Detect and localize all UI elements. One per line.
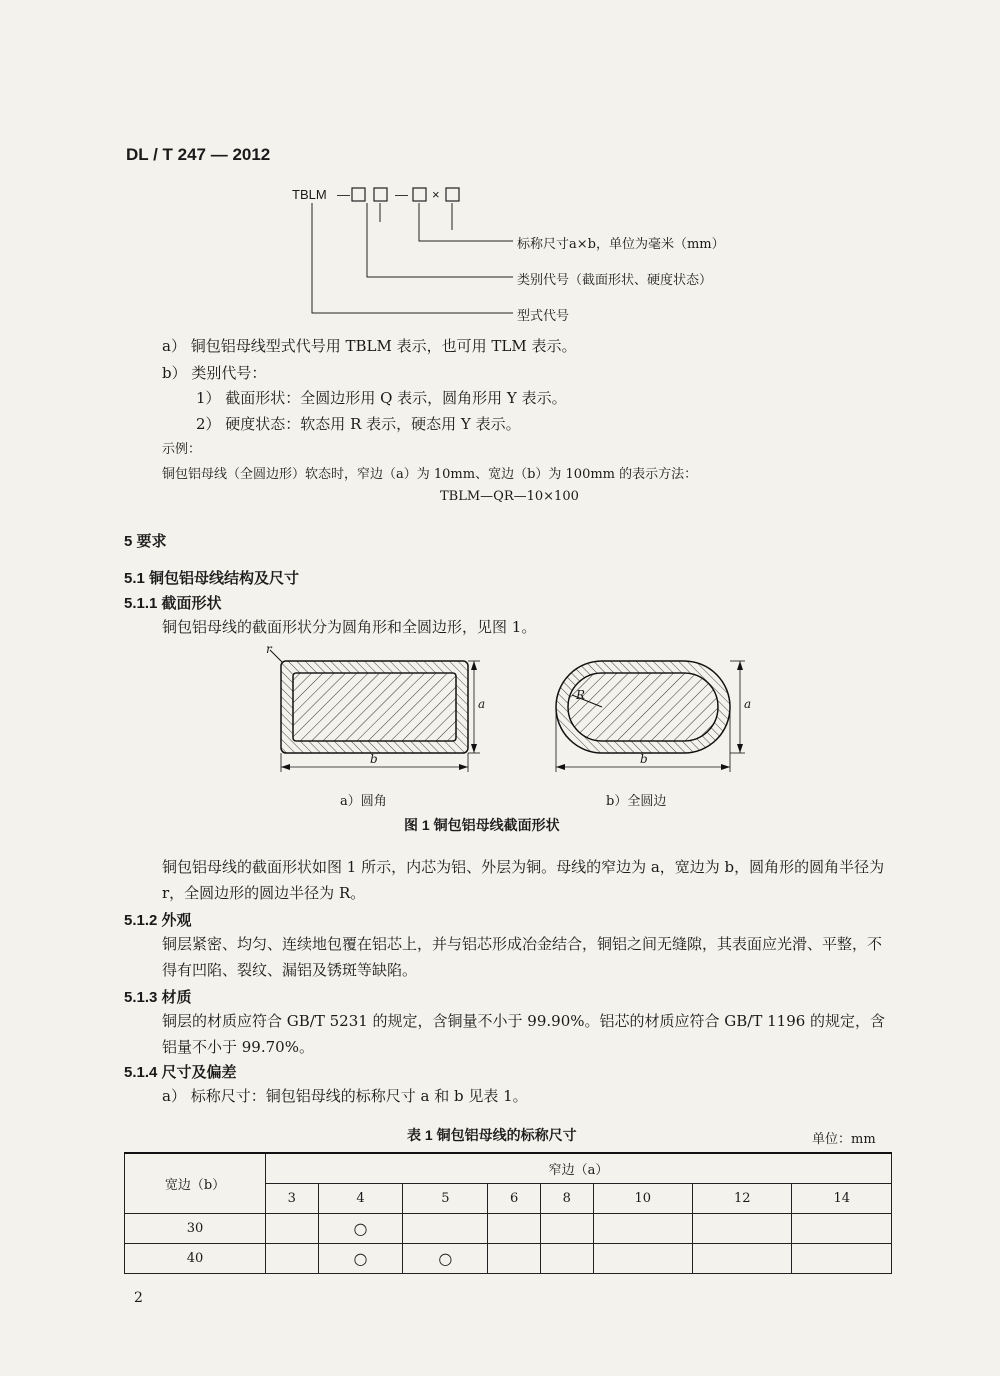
col-label: 6 — [488, 1184, 541, 1214]
section-5-1-1-text: 铜包铝母线的截面形状分为圆角形和全圆边形，见图 1。 — [162, 618, 537, 636]
col-label: 14 — [792, 1184, 892, 1214]
figure-1b-full-round-section — [556, 661, 745, 772]
table-cell — [488, 1244, 541, 1274]
table-1-title: 表 1 铜包铝母线的标称尺寸 — [407, 1127, 577, 1143]
placeholder-box — [374, 188, 387, 201]
table-cell — [792, 1244, 892, 1274]
placeholder-box — [446, 188, 459, 201]
label-b-left: b — [370, 752, 378, 766]
item-b2: 2） 硬度状态：软态用 R 表示，硬态用 Y 表示。 — [196, 415, 521, 433]
section-5-1-1-title: 5.1.1 截面形状 — [124, 595, 222, 612]
col-header: 窄边（a） — [266, 1153, 892, 1184]
label-a-right: a — [744, 697, 752, 711]
placeholder-box — [413, 188, 426, 201]
item-b1: 1） 截面形状：全圆边形用 Q 表示，圆角形用 Y 表示。 — [196, 389, 567, 407]
table-cell: ○ — [403, 1244, 488, 1274]
designation-code: TBLM — [292, 187, 327, 202]
label-a-left: a — [478, 697, 486, 711]
table-cell — [403, 1214, 488, 1244]
label-r: r — [266, 642, 272, 656]
col-label: 12 — [693, 1184, 792, 1214]
figure-1a-caption: a）圆角 — [340, 794, 387, 809]
table-cell — [593, 1214, 692, 1244]
example-title: 示例： — [162, 442, 202, 457]
example-text: 铜包铝母线（全圆边形）软态时，窄边（a）为 10mm、宽边（b）为 100mm 的表示方法： — [162, 467, 698, 482]
label-R: R — [576, 688, 586, 702]
label-b-right: b — [640, 752, 648, 766]
section-5-1-4-item-a: a） 标称尺寸：铜包铝母线的标称尺寸 a 和 b 见表 1。 — [162, 1087, 528, 1105]
designation-dash: — — [337, 187, 350, 202]
item-a: a） 铜包铝母线型式代号用 TBLM 表示，也可用 TLM 表示。 — [162, 337, 577, 355]
placeholder-box — [352, 188, 365, 201]
label-nominal-size: 标称尺寸a×b，单位为毫米（mm） — [517, 237, 725, 252]
table-cell — [693, 1214, 792, 1244]
section-5-1-3-title: 5.1.3 材质 — [124, 989, 192, 1006]
col-label: 8 — [540, 1184, 593, 1214]
figure-1-caption: 图 1 铜包铝母线截面形状 — [404, 817, 560, 833]
table-cell — [266, 1244, 319, 1274]
page-number: 2 — [134, 1290, 143, 1306]
col-label: 3 — [266, 1184, 319, 1214]
col-label: 5 — [403, 1184, 488, 1214]
table-row — [125, 1244, 892, 1274]
row-header: 宽边（b） — [125, 1153, 266, 1214]
table-cell: ○ — [318, 1214, 403, 1244]
section-5-1-4-title: 5.1.4 尺寸及偏差 — [124, 1064, 237, 1081]
table-cell — [540, 1244, 593, 1274]
example-code: TBLM—QR—10×100 — [440, 489, 579, 504]
label-type-code: 型式代号 — [517, 309, 570, 324]
section-5-title: 5 要求 — [124, 533, 167, 550]
designation-times: × — [432, 187, 440, 202]
row-label: 30 — [125, 1214, 266, 1244]
table-row — [125, 1214, 892, 1244]
row-label: 40 — [125, 1244, 266, 1274]
section-5-1-3-text: 铜层的材质应符合 GB/T 5231 的规定，含铜量不小于 99.90%。铝芯的材质应符合 GB/T 1196 的规定，含铝量不小于 99.70%。 — [162, 1012, 886, 1056]
section-5-1-2-title: 5.1.2 外观 — [124, 912, 192, 929]
table-cell: ○ — [318, 1244, 403, 1274]
figure-1b-caption: b）全圆边 — [606, 794, 667, 809]
designation-boxes — [352, 188, 459, 201]
label-class-code: 类别代号（截面形状、硬度状态） — [517, 273, 713, 288]
table-cell — [488, 1214, 541, 1244]
col-label: 4 — [318, 1184, 403, 1214]
table-1 — [124, 1152, 892, 1274]
designation-leader-lines — [312, 203, 513, 313]
table-cell — [266, 1214, 319, 1244]
standard-code: DL / T 247 — 2012 — [126, 145, 271, 164]
section-5-1-2-text: 铜层紧密、均匀、连续地包覆在铝芯上，并与铝芯形成冶金结合，铜铝之间无缝隙，其表面应光滑、平整，不得有凹陷、裂纹、漏铝及锈斑等缺陷。 — [162, 935, 883, 979]
col-label: 10 — [593, 1184, 692, 1214]
section-5-1-title: 5.1 铜包铝母线结构及尺寸 — [124, 570, 300, 587]
table-cell — [593, 1244, 692, 1274]
table-1-unit: 单位：mm — [812, 1132, 876, 1147]
table-cell — [540, 1214, 593, 1244]
table-cell — [792, 1214, 892, 1244]
table-cell — [693, 1244, 792, 1274]
item-b: b） 类别代号： — [162, 364, 267, 382]
figure-description: 铜包铝母线的截面形状如图 1 所示，内芯为铝、外层为铜。母线的窄边为 a，宽边为 b，圆角形的圆角半径为 r，全圆边形的圆边半径为 R。 — [162, 858, 885, 902]
designation-dash: — — [395, 187, 408, 202]
